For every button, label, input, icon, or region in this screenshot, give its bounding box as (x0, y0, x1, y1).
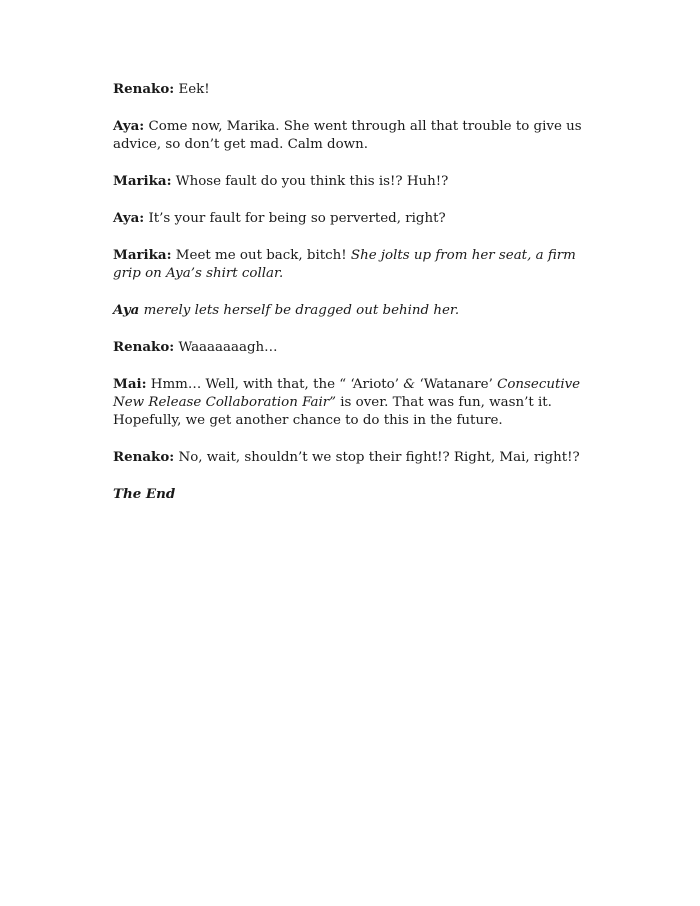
dialogue-line (113, 338, 593, 357)
dialogue-line (113, 448, 593, 467)
dialogue-line (113, 117, 593, 154)
speaker-name: Aya: (113, 118, 145, 134)
dialogue-text: Come now, Marika. She went through all that trouble to give us advice, so don’t get mad. Calm down. (113, 119, 582, 152)
dialogue-text: ‘Watanare’ (415, 377, 498, 392)
dialogue-line (113, 80, 593, 99)
speaker-name: Aya: (113, 210, 145, 226)
dialogue-line (113, 172, 593, 191)
ampersand: & (403, 377, 416, 392)
speaker-name: Mai: (113, 376, 147, 392)
speaker-name: Renako: (113, 339, 175, 355)
event-title: Consecutive New Release Collaboration Fair” (113, 377, 581, 410)
speaker-name: Renako: (113, 81, 175, 97)
stage-direction-name: Aya (113, 302, 140, 318)
stage-direction-line (113, 301, 593, 320)
dialogue-line (113, 246, 593, 283)
dialogue-text: No, wait, shouldn’t we stop their fight!? Right, Mai, right!? (174, 450, 580, 465)
speaker-name: Marika: (113, 247, 172, 263)
stage-direction-text: merely lets herself be dragged out behind her. (139, 303, 460, 318)
dialogue-text: Hmm… Well, with that, the “ ‘Arioto’ (146, 377, 404, 392)
the-end-label: The End (113, 486, 176, 502)
end-line (113, 485, 593, 504)
stage-direction: She jolts up from her seat, a firm grip on Aya’s shirt collar. (113, 248, 576, 281)
speaker-name: Marika: (113, 173, 172, 189)
dialogue-text: Whose fault do you think this is!? Huh!? (171, 174, 449, 189)
document-body (113, 80, 593, 522)
speaker-name: Renako: (113, 449, 175, 465)
dialogue-text: Meet me out back, bitch! (171, 248, 351, 263)
dialogue-text: It’s your fault for being so perverted, right? (144, 211, 446, 226)
dialogue-text: Waaaaaaagh… (174, 340, 278, 355)
dialogue-text: is over. That was fun, wasn’t it. Hopefully, we get another chance to do this in the future. (113, 395, 552, 428)
dialogue-text: Eek! (174, 82, 210, 97)
dialogue-line (113, 209, 593, 228)
dialogue-line (113, 375, 593, 430)
